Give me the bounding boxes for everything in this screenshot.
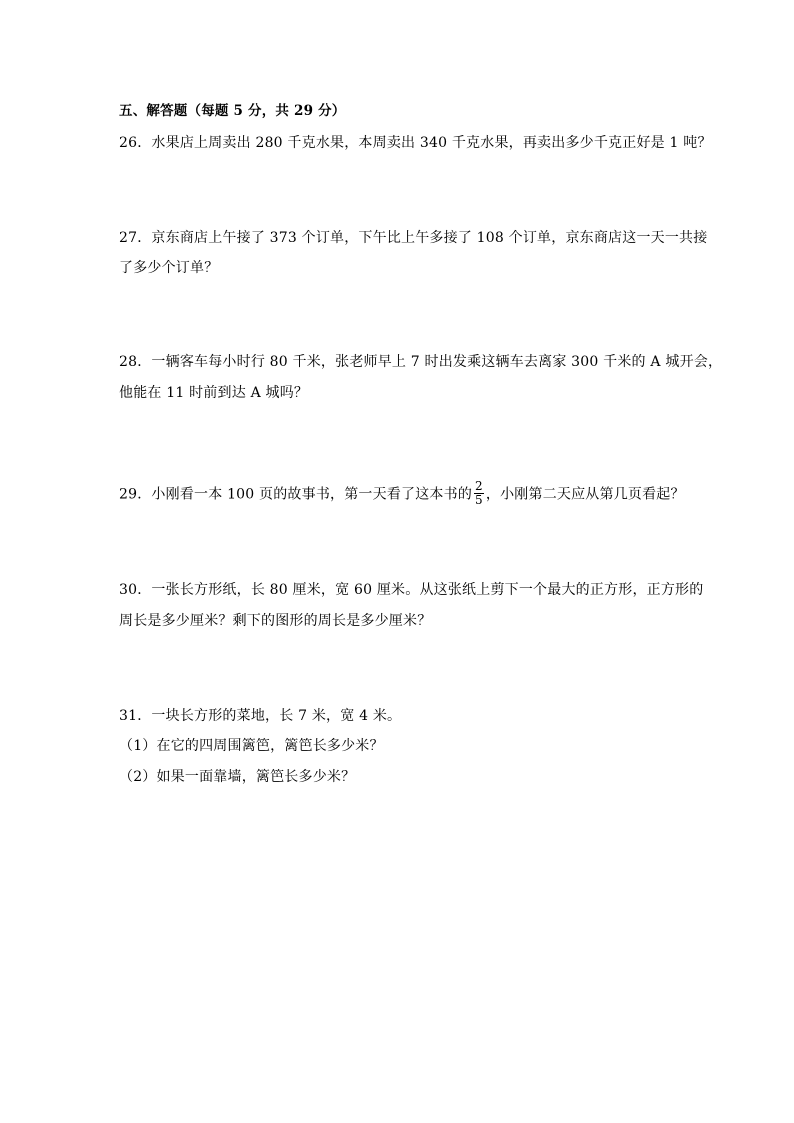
question-31-sub-2: （2）如果一面靠墙，篱笆长多少米？ [119, 769, 356, 785]
fraction [474, 480, 484, 507]
question-29-line-1 [119, 481, 685, 508]
section-title: 五、解答题（每题 5 分，共 29 分） [119, 103, 346, 119]
question-28-line-2: 他能在 11 时前到达 A 城吗？ [119, 385, 309, 401]
question-26-line-1: 26．水果店上周卖出 280 千克水果，本周卖出 340 千克水果，再卖出多少千克正好是 1 吨？ [119, 135, 712, 151]
question-30-line-2: 周长是多少厘米？剩下的图形的周长是多少厘米？ [119, 613, 432, 629]
question-28-line-1: 28．一辆客车每小时行 80 千米，张老师早上 7 时出发乘这辆车去离家 300 千米的 A 城开会， [119, 354, 723, 370]
question-31-sub-1: （1）在它的四周围篱笆，篱笆长多少米？ [119, 738, 384, 754]
question-29-text-after: ，小刚第二天应从第几页看起？ [485, 486, 685, 503]
question-27-line-2: 了多少个订单？ [119, 260, 219, 276]
question-30-line-1: 30．一张长方形纸，长 80 厘米，宽 60 厘米。从这张纸上剪下一个最大的正方形，正方形的 [119, 582, 704, 598]
question-29-text-before: 29．小刚看一本 100 页的故事书，第一天看了这本书的 [119, 486, 473, 503]
fraction-denominator: 5 [475, 493, 483, 507]
fraction-numerator: 2 [475, 479, 483, 493]
question-31-line-1: 31．一块长方形的菜地，长 7 米，宽 4 米。 [119, 708, 402, 724]
question-27-line-1: 27．京东商店上午接了 373 个订单，下午比上午多接了 108 个订单，京东商店这一天一共接 [119, 230, 708, 246]
